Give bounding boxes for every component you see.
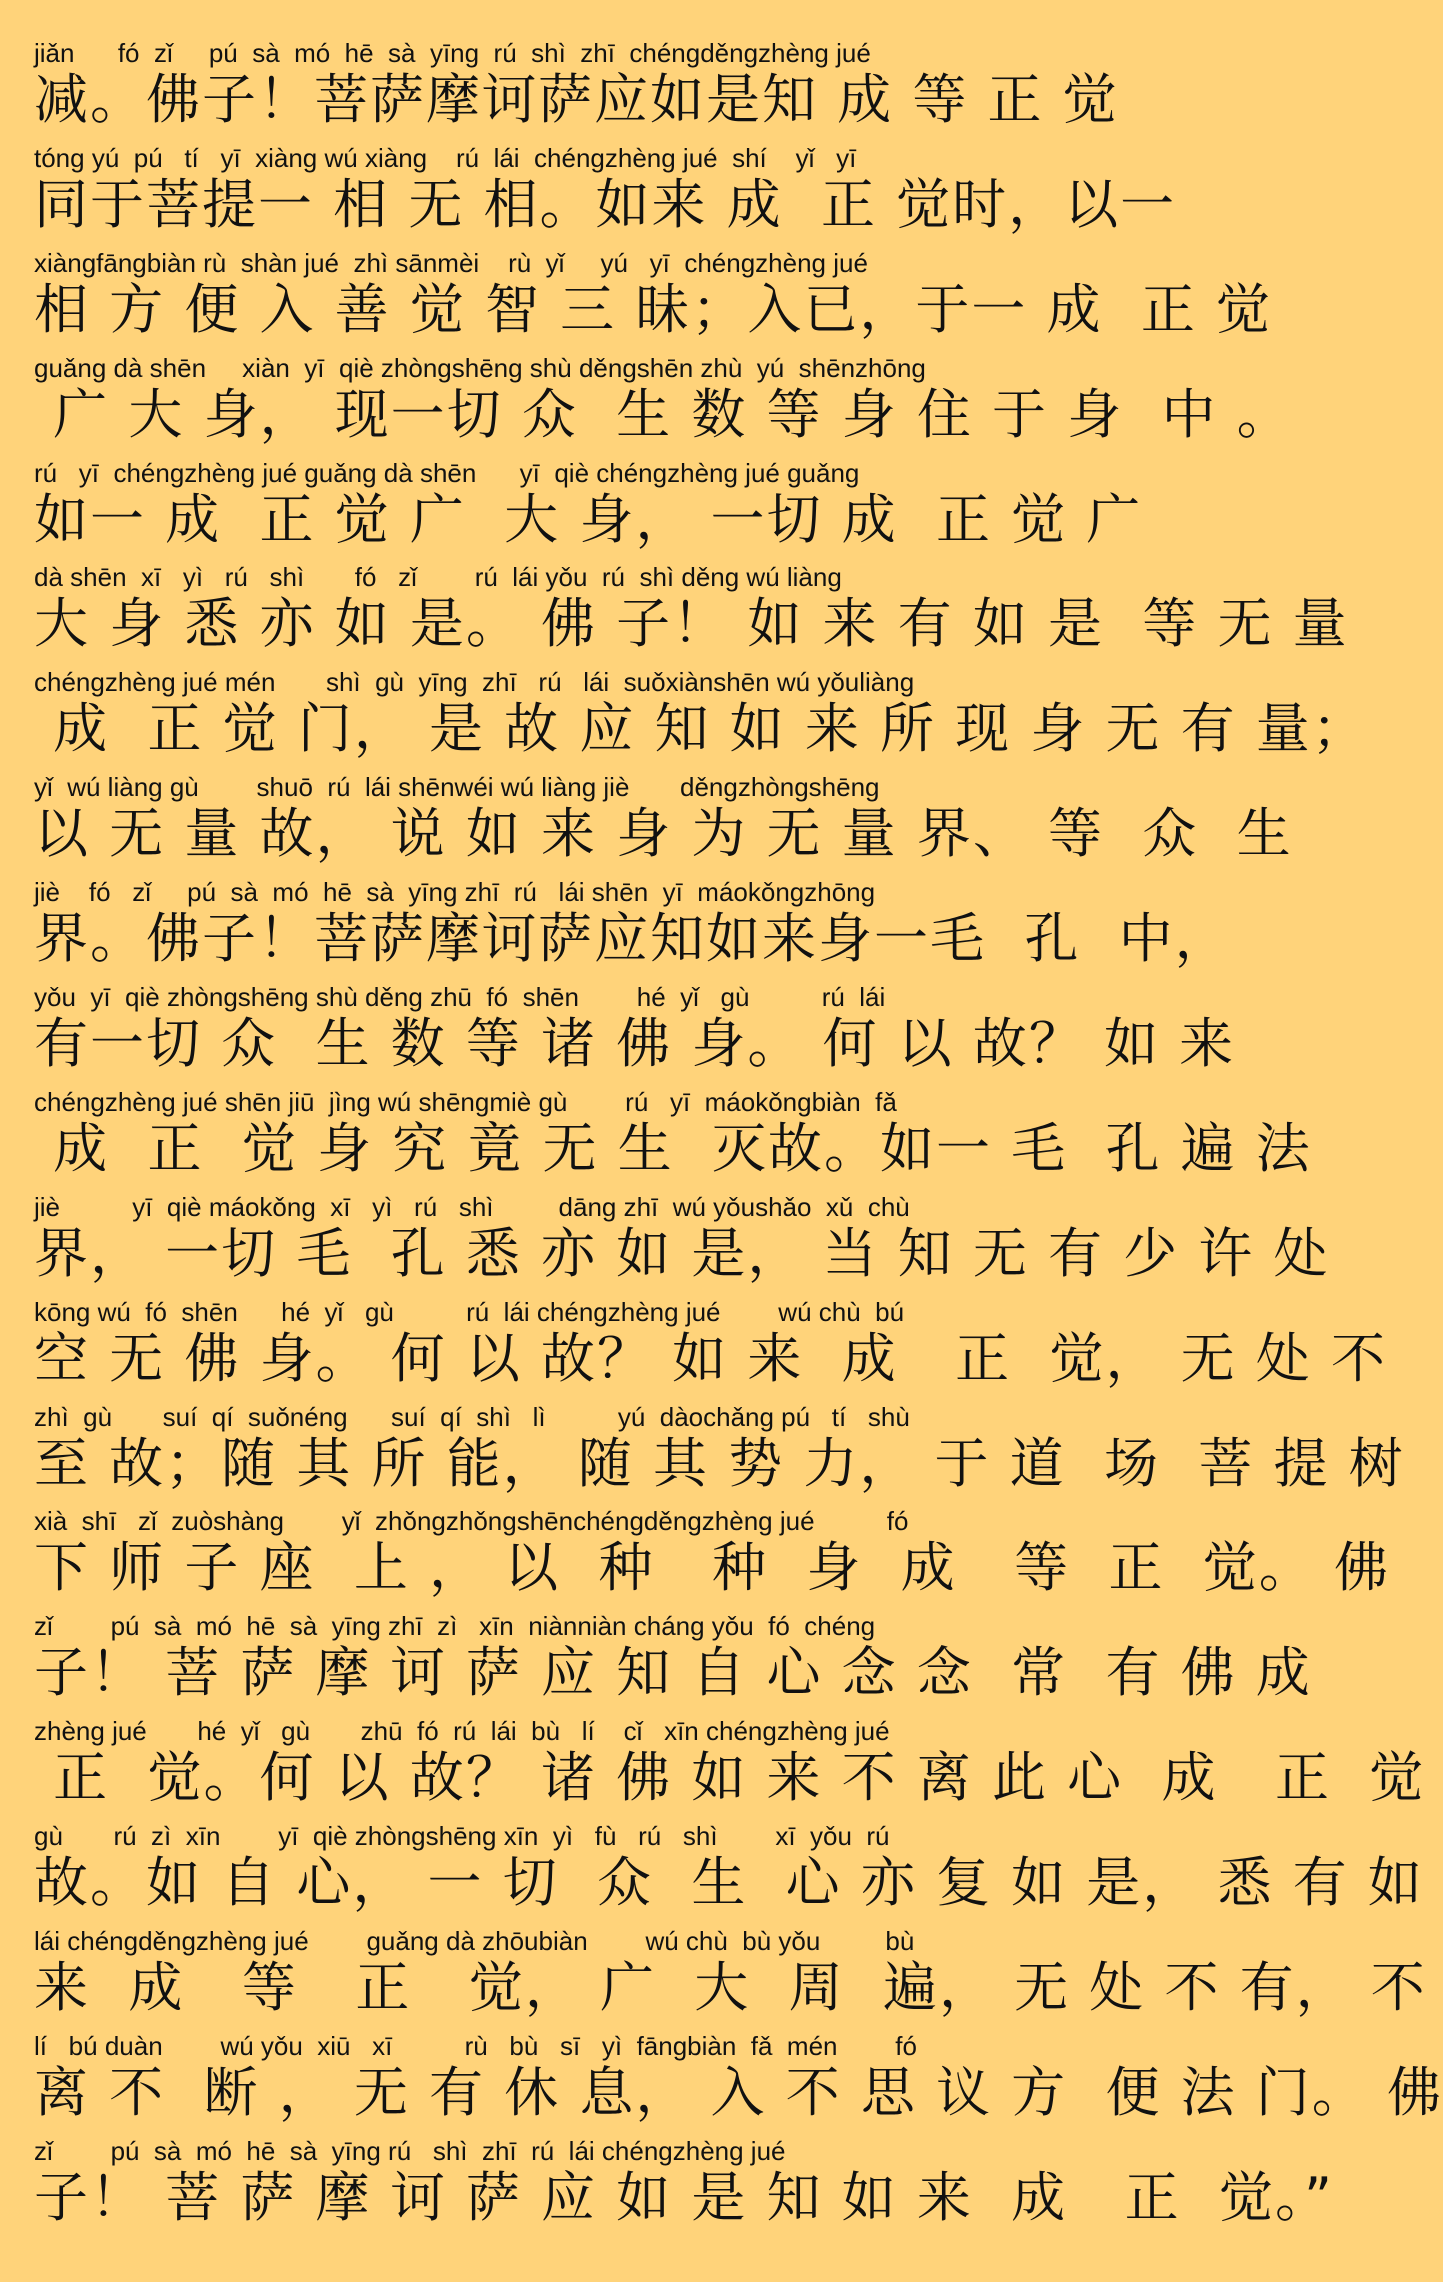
pinyin-row: zhì gù suí qí suǒnéng suí qí shì lì yú dàochǎng pú tí shù	[34, 1401, 910, 1432]
text-line-16	[34, 1611, 1312, 1716]
pinyin-row: lái chéngděngzhèng jué guǎng dà zhōubiàn wú chù bù yǒu bù	[34, 1926, 915, 1957]
text-line-5	[34, 457, 1143, 563]
pinyin-row: zhèng jué hé yǐ gù zhū fó rú lái bù lí cǐ xīn chéngzhèng jué	[34, 1716, 890, 1747]
pinyin-row: yǒu yī qiè zhòngshēng shù děng zhū fó shēn hé yǐ gù rú lái	[34, 982, 886, 1013]
text-line-17	[34, 1716, 1426, 1821]
hanzi-row: 离 不 断 ， 无 有 休 息， 入 不 思 议 方 便 法 门。 佛	[34, 2060, 1443, 2124]
pinyin-row: xiàngfāngbiàn rù shàn jué zhì sānmèi rù yǐ yú yī chéngzhèng jué	[34, 247, 868, 278]
hanzi-row: 子！ 菩 萨 摩 诃 萨 应 如 是 知 如 来 成 正 觉。”	[34, 2165, 1334, 2229]
pinyin-row: chéngzhèng jué shēn jiū jìng wú shēngmiè gù rú yī máokǒngbiàn fǎ	[34, 1086, 897, 1117]
text-line-15	[34, 1506, 1390, 1611]
pinyin-row: tóng yú pú tí yī xiàng wú xiàng rú lái chéngzhèng jué shí yǐ yī	[34, 142, 857, 173]
hanzi-row: 相 方 便 入 善 觉 智 三 昧；入已，于一 成 正 觉	[34, 277, 1272, 341]
hanzi-row: 界。佛子！菩萨摩诃萨应知如来身一毛 孔 中，	[34, 907, 1231, 971]
text-line-4	[34, 352, 1293, 458]
hanzi-row: 广 大 身， 现一切 众 生 数 等 身 住 于 身 中 。	[34, 382, 1293, 446]
text-line-1	[34, 38, 1119, 143]
text-line-14	[34, 1401, 1405, 1507]
text-line-6	[34, 562, 1349, 667]
text-line-2	[34, 142, 1177, 248]
text-line-11	[34, 1086, 1312, 1192]
pinyin-row: jiǎn fó zǐ pú sà mó hē sà yīng rú shì zhī chéngděngzhèng jué	[34, 38, 871, 68]
hanzi-row: 来 成 等 正 觉， 广 大 周 遍， 无 处 不 有， 不	[34, 1956, 1427, 2020]
hanzi-row: 下 师 子 座 上 ， 以 种 种 身 成 等 正 觉。 佛	[34, 1536, 1390, 1600]
text-line-8	[34, 772, 1293, 877]
text-line-21	[34, 2135, 1334, 2241]
pinyin-row: zǐ pú sà mó hē sà yīng rú shì zhī rú lái chéngzhèng jué	[34, 2135, 786, 2166]
pinyin-row: guǎng dà shēn xiàn yī qiè zhòngshēng shù děngshēn zhù yú shēnzhōng	[34, 352, 926, 383]
pinyin-row: xià shī zǐ zuòshàng yǐ zhǒngzhǒngshēnchéngděngzhèng jué fó	[34, 1506, 909, 1537]
pinyin-row: jiè fó zǐ pú sà mó hē sà yīng zhī rú lái shēn yī máokǒngzhōng	[34, 877, 876, 908]
hanzi-row: 以 无 量 故， 说 如 来 身 为 无 量 界、 等 众 生	[34, 802, 1293, 866]
pinyin-row: yǐ wú liàng gù shuō rú lái shēnwéi wú liàng jiè děngzhòngshēng	[34, 772, 880, 803]
hanzi-row: 空 无 佛 身。 何 以 故？ 如 来 成 正 觉， 无 处 不	[34, 1326, 1387, 1390]
hanzi-row: 成 正 觉 门， 是 故 应 知 如 来 所 现 身 无 有 量；	[34, 697, 1368, 761]
hanzi-row: 减。佛子！菩萨摩诃萨应如是知 成 等 正 觉	[34, 68, 1119, 131]
hanzi-row: 界， 一切 毛 孔 悉 亦 如 是， 当 知 无 有 少 许 处	[34, 1221, 1330, 1285]
text-line-12	[34, 1191, 1330, 1297]
pinyin-row: gù rú zì xīn yī qiè zhòngshēng xīn yì fù rú shì xī yǒu rú	[34, 1821, 890, 1852]
hanzi-row: 子！ 菩 萨 摩 诃 萨 应 知 自 心 念 念 常 有 佛 成	[34, 1641, 1312, 1705]
pinyin-row: jiè yī qiè máokǒng xī yì rú shì dāng zhī wú yǒushǎo xǔ chù	[34, 1191, 910, 1222]
text-line-3	[34, 247, 1272, 353]
hanzi-row: 如一 成 正 觉 广 大 身， 一切 成 正 觉 广	[34, 487, 1143, 551]
text-line-18	[34, 1821, 1424, 1926]
hanzi-row: 大 身 悉 亦 如 是。 佛 子！ 如 来 有 如 是 等 无 量	[34, 592, 1349, 656]
hanzi-row: 同于菩提一 相 无 相。如来 成 正 觉时，以一	[34, 172, 1177, 236]
pinyin-row: lí bú duàn wú yǒu xiū xī rù bù sī yì fāngbiàn fǎ mén fó	[34, 2030, 917, 2061]
pinyin-row: kōng wú fó shēn hé yǐ gù rú lái chéngzhèng jué wú chù bú	[34, 1296, 905, 1327]
hanzi-row: 故。如 自 心， 一 切 众 生 心 亦 复 如 是， 悉 有 如	[34, 1851, 1424, 1915]
hanzi-row: 至 故；随 其 所 能， 随 其 势 力， 于 道 场 菩 提 树	[34, 1431, 1405, 1495]
pinyin-row: chéngzhèng jué mén shì gù yīng zhī rú lái suǒxiànshēn wú yǒuliàng	[34, 667, 915, 698]
pinyin-row: dà shēn xī yì rú shì fó zǐ rú lái yǒu rú shì děng wú liàng	[34, 562, 842, 593]
hanzi-row: 有一切 众 生 数 等 诸 佛 身。 何 以 故？ 如 来	[34, 1012, 1236, 1076]
text-line-20	[34, 2030, 1443, 2136]
text-line-10	[34, 982, 1236, 1087]
text-line-9	[34, 877, 1231, 982]
text-line-13	[34, 1296, 1387, 1402]
text-line-19	[34, 1926, 1427, 2031]
pinyin-row: rú yī chéngzhèng jué guǎng dà shēn yī qiè chéngzhèng jué guǎng	[34, 457, 860, 488]
text-line-7	[34, 667, 1368, 772]
hanzi-row: 成 正 觉 身 究 竟 无 生 灭故。如一 毛 孔 遍 法	[34, 1116, 1312, 1180]
pinyin-row: zǐ pú sà mó hē sà yīng zhī zì xīn niànniàn cháng yǒu fó chéng	[34, 1611, 876, 1642]
hanzi-row: 正 觉。何 以 故？ 诸 佛 如 来 不 离 此 心 成 正 觉	[34, 1746, 1426, 1810]
